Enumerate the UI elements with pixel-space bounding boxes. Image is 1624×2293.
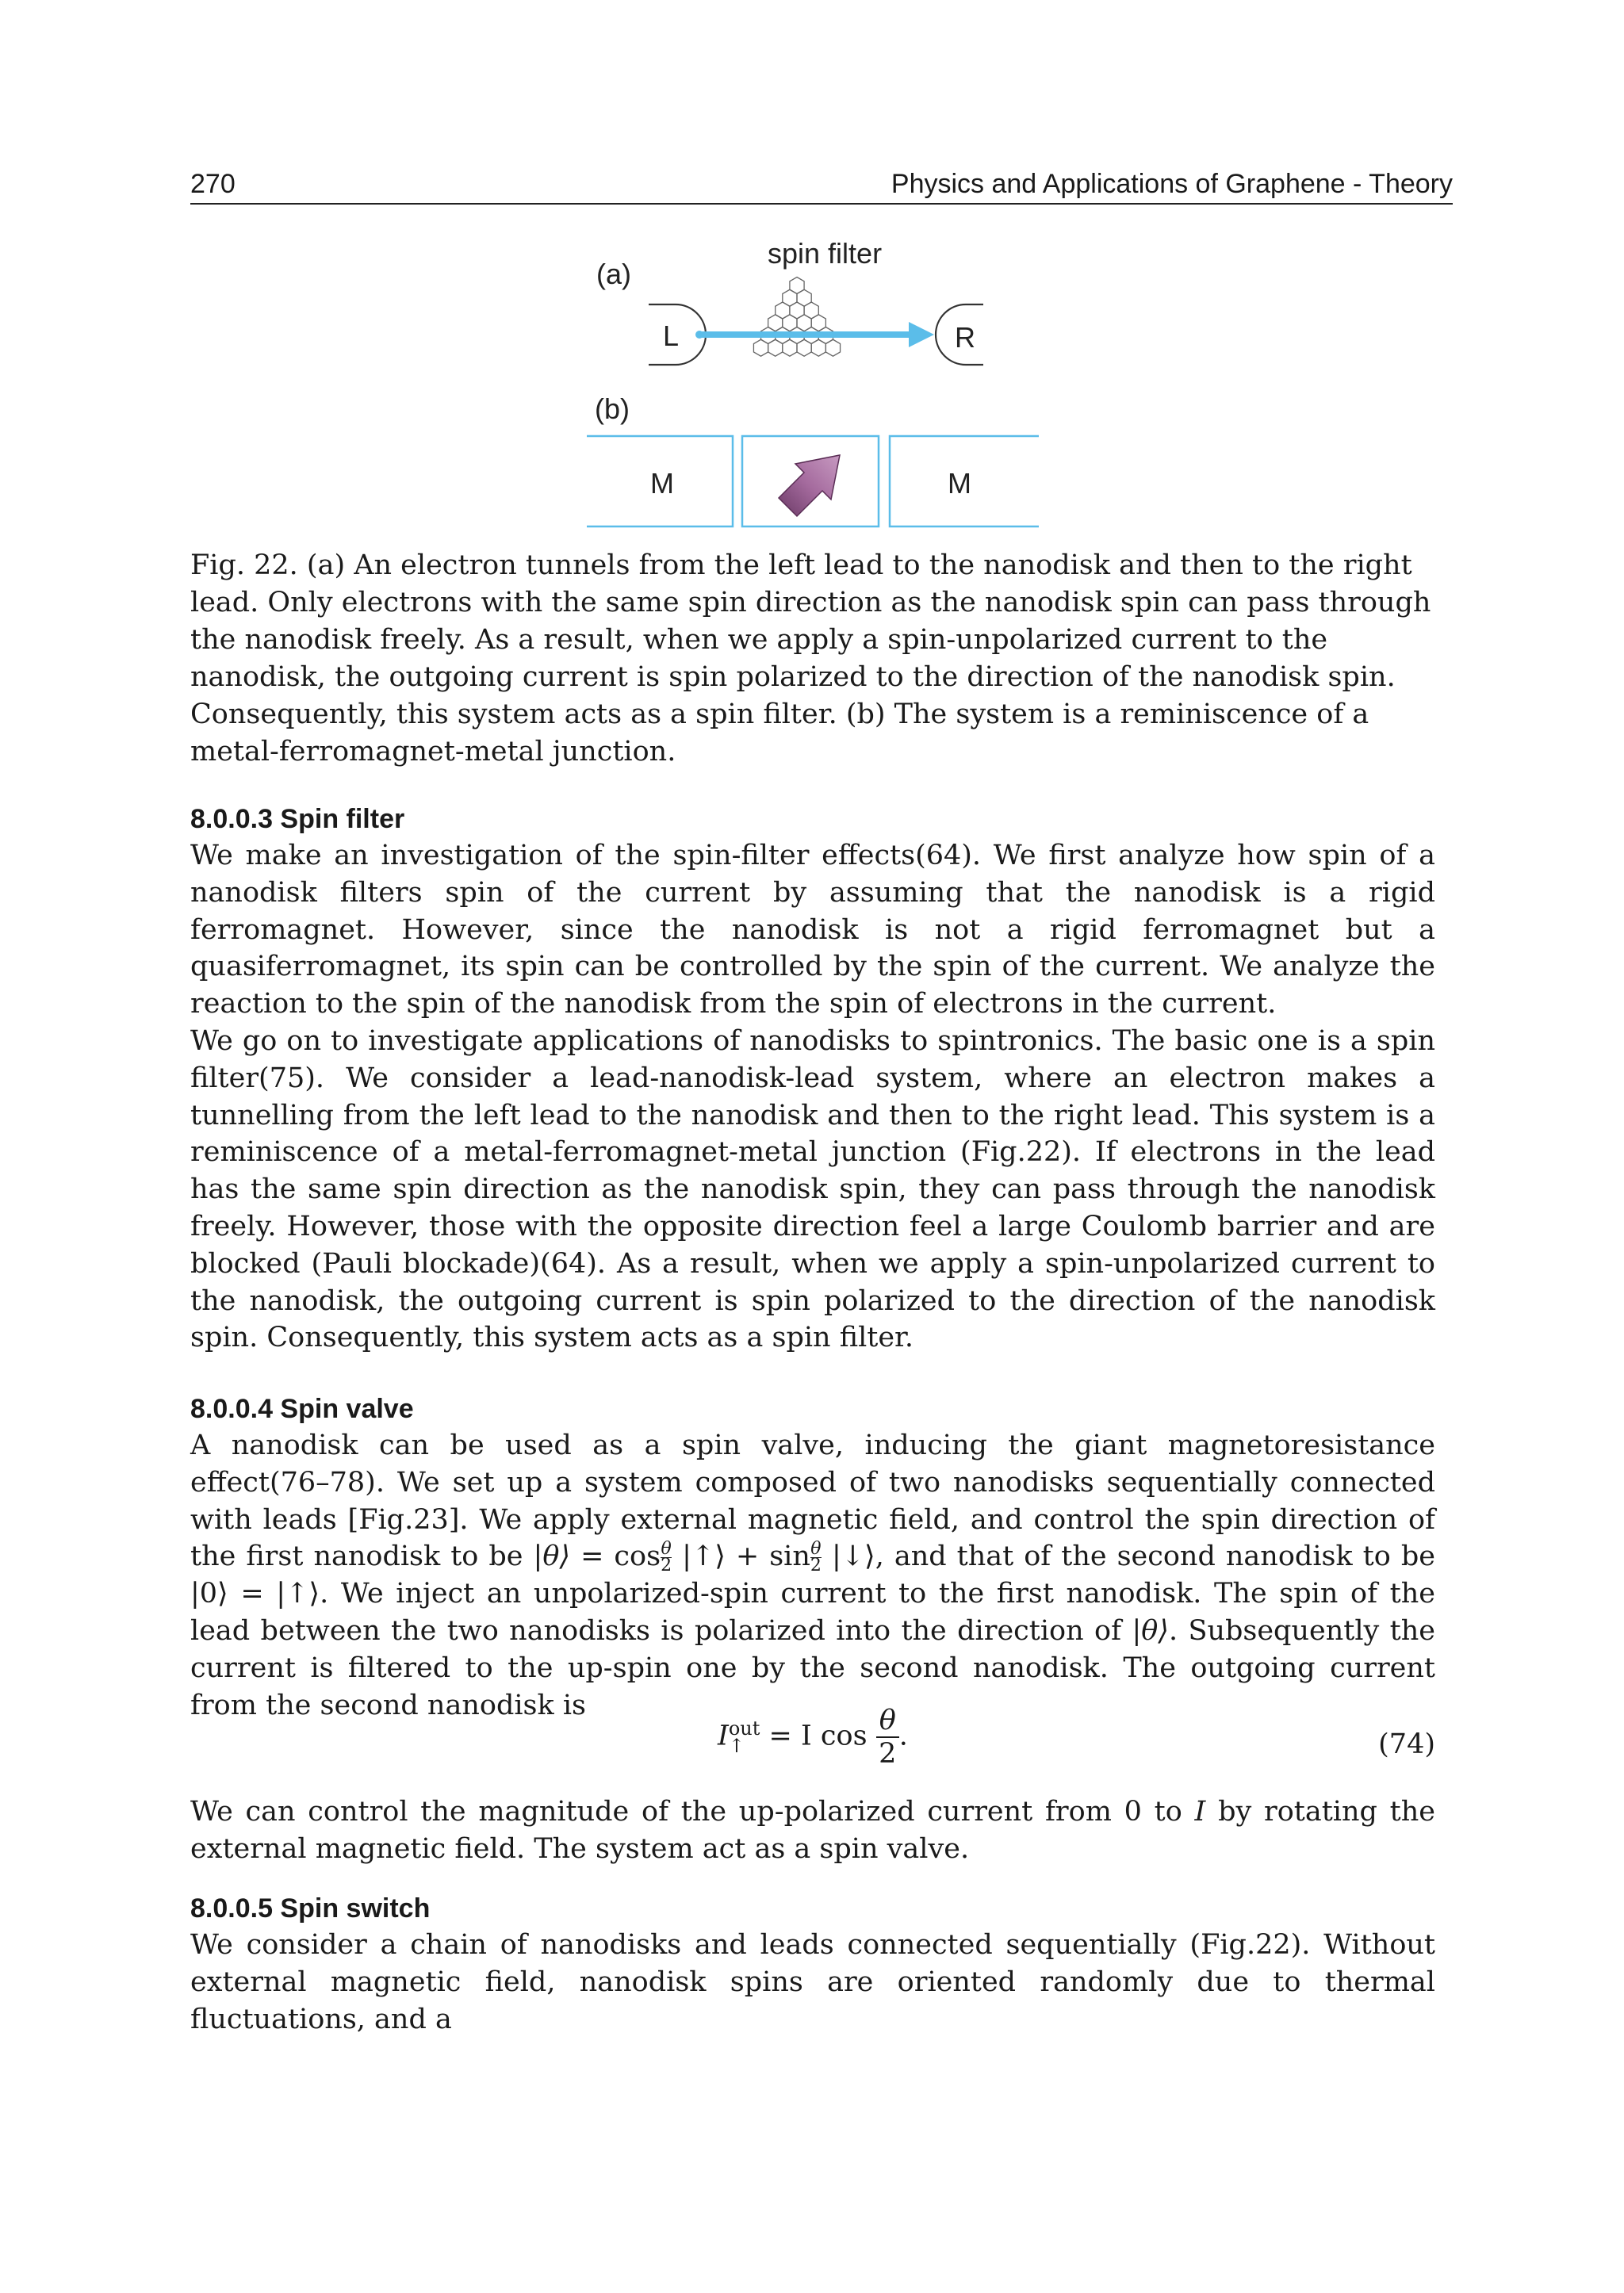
paragraph-text: We consider a chain of nanodisks and leads connected sequentially (Fig.22). Without external magnetic field, nanodisk spins are oriented randomly due to thermal fluctuations, and a — [190, 1929, 1435, 2035]
paragraph-text: We can control the magnitude of the up-polarized current from 0 to — [190, 1796, 1182, 1828]
equation-rhs: = I cos — [768, 1720, 868, 1752]
current-subscript: ↑ — [728, 1735, 745, 1757]
figure-22-drawing — [587, 235, 1039, 536]
magnetization-arrow-icon — [779, 455, 840, 516]
nanodisk-hexagon-lattice — [753, 278, 840, 357]
ket-up: |↑⟩ — [682, 1541, 726, 1573]
running-title: Physics and Applications of Graphene - Theory — [891, 169, 1453, 199]
section-spin-valve — [190, 1391, 1435, 1724]
paragraph — [190, 1427, 1435, 1724]
paragraph — [190, 837, 1435, 1357]
current-symbol: I — [1194, 1796, 1206, 1828]
panel-b-label: (b) — [595, 392, 630, 425]
sin-function: sin — [769, 1541, 810, 1573]
left-metal-label: M — [650, 467, 674, 500]
section-heading: 8.0.0.3 Spin filter — [190, 804, 405, 834]
equation-74 — [190, 1705, 1435, 1784]
equals-sign: = — [240, 1578, 264, 1610]
section-spin-switch — [190, 1890, 1435, 2038]
current-symbol: I — [718, 1720, 729, 1752]
paragraph-text: . We inject an unpolarized-spin current to the first nanodisk. The spin of the lead between the two nanodisks is polarized into the direction of — [190, 1578, 1435, 1647]
equals-sign: = — [580, 1541, 604, 1573]
current-superscript: out — [728, 1717, 760, 1740]
equation-number: (74) — [1378, 1728, 1435, 1760]
running-head — [190, 167, 1453, 205]
equation-formula — [718, 1705, 908, 1770]
hexagon-cell — [811, 339, 825, 356]
figure-22 — [587, 235, 1039, 536]
ket-theta: |θ⟩ — [533, 1541, 571, 1573]
current-arrow-head-icon — [909, 322, 934, 347]
right-metal-label: M — [948, 467, 971, 500]
ket-up: |↑⟩ — [276, 1578, 320, 1610]
current-arrow-tail — [695, 331, 703, 339]
equation-fraction — [876, 1705, 899, 1770]
hexagon-cell — [768, 339, 783, 356]
panel-a-label: (a) — [596, 258, 631, 290]
section-heading: 8.0.0.5 Spin switch — [190, 1893, 431, 1924]
paragraph — [190, 1793, 1435, 1868]
equation-period: . — [898, 1720, 908, 1752]
fraction-denominator: 2 — [879, 1738, 897, 1770]
spin-filter-label: spin filter — [768, 237, 883, 270]
paragraph-text: A nanodisk can be used as a spin valve, inducing the giant magnetoresistance effect(76–78). We set up a system composed of two nanodisks sequentially connected with leads [Fig.23]. We apply external magnetic field, and control the spin direction of the first nanodisk to be — [190, 1430, 1435, 1573]
hexagon-cell — [783, 339, 797, 356]
page-number: 270 — [190, 169, 236, 199]
ket-theta: |θ⟩ — [1132, 1614, 1169, 1647]
hexagon-cell — [825, 339, 840, 356]
section-heading: 8.0.0.4 Spin valve — [190, 1394, 414, 1424]
section-spin-valve-cont — [190, 1793, 1435, 1868]
cos-function: cos — [614, 1541, 661, 1573]
ket-zero: |0⟩ — [190, 1578, 228, 1610]
paragraph-text: , and that of the second nanodisk to be — [875, 1541, 1435, 1573]
plus-sign: + — [735, 1541, 760, 1573]
half-angle-fraction: $\frac{\theta}{2}$ — [661, 1539, 672, 1576]
paragraph-text: We make an investigation of the spin-filter effects(64). We first analyze how spin of a nanodisk filters spin of the current by assuming that the nanodisk is a rigid ferromagnet. However, since the nanodisk is not a rigid ferromagnet but a quasiferromagnet, its spin can be controlled by the spin of the current. We analyze the reaction to the spin of the nanodisk from the spin of electrons in the current. — [190, 840, 1435, 1020]
left-lead-label: L — [663, 320, 680, 352]
right-lead-label: R — [955, 321, 975, 354]
section-spin-filter — [190, 801, 1435, 1357]
ket-down: |↓⟩ — [831, 1541, 875, 1573]
figure-caption: Fig. 22. (a) An electron tunnels from the left lead to the nanodisk and then to the right lead. Only electrons with the same spin direction as the nanodisk spin can pass through the nanodisk freely. As a result, when we apply a spin-unpolarized current to the nanodisk, the outgoing current is spin polarized to the direction of the nanodisk spin. Consequently, this system acts as a spin filter. (b) The system is a reminiscence of a metal-ferromagnet-metal junction. — [190, 549, 1431, 768]
fraction-numerator: θ — [876, 1705, 899, 1738]
paragraph — [190, 1927, 1435, 2038]
paragraph-text: by rotating the external magnetic field. The system act as a spin valve. — [190, 1796, 1435, 1865]
hexagon-cell — [797, 339, 811, 356]
half-angle-fraction: $\frac{\theta}{2}$ — [810, 1539, 822, 1576]
hexagon-cell — [753, 339, 768, 356]
paragraph-text: . Subsequently the current is filtered to the up-spin one by the second nanodisk. The outgoing current from the second nanodisk is — [190, 1614, 1435, 1721]
paragraph-text: We go on to investigate applications of nanodisks to spintronics. The basic one is a spin filter(75). We consider a lead-nanodisk-lead system, where an electron makes a tunnelling from the left lead to the nanodisk and then to the right lead. This system is a reminiscence of a metal-ferromagnet-metal junction (Fig.22). If electrons in the lead has the same spin direction as the nanodisk spin, they can pass through the nanodisk freely. However, those with the opposite direction feel a large Coulomb barrier and are blocked (Pauli blockade)(64). As a result, when we apply a spin-unpolarized current to the nanodisk, the outgoing current is spin polarized to the direction of the nanodisk spin. Consequently, this system acts as a spin filter. — [190, 1024, 1435, 1354]
